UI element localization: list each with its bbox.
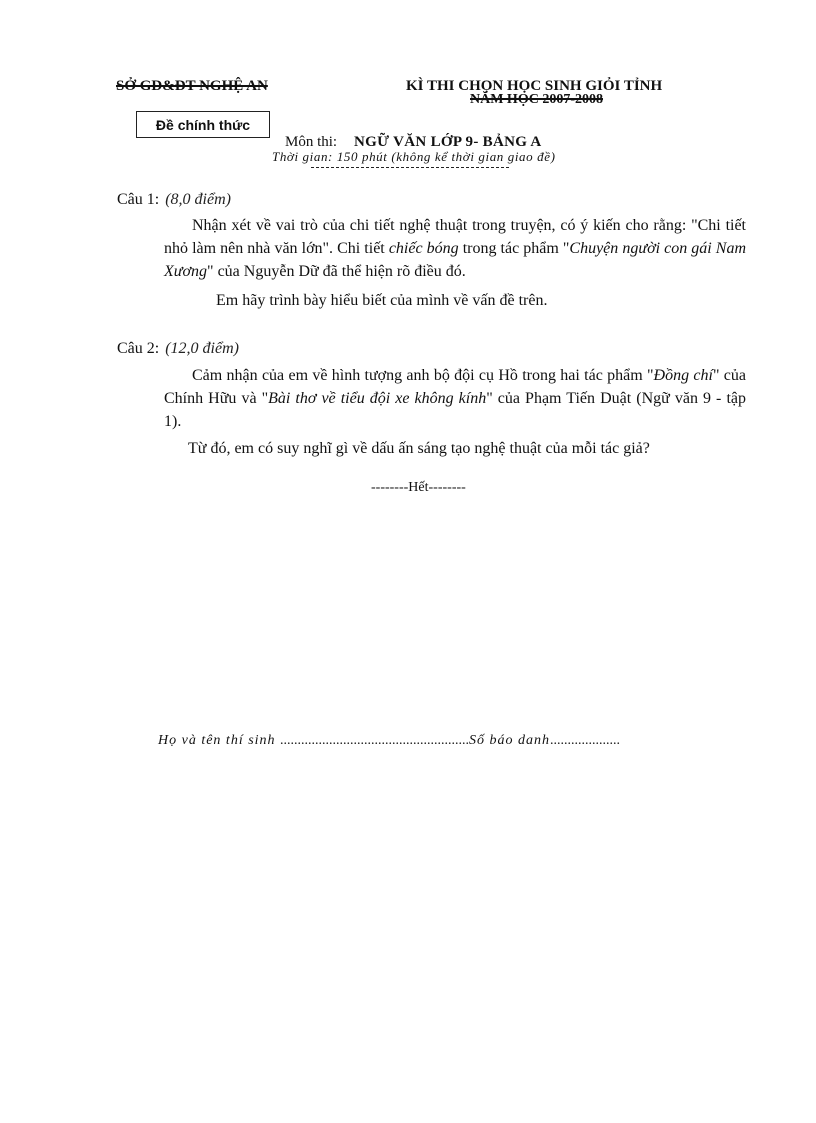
candidate-id-dots: .................... xyxy=(550,733,621,748)
candidate-name-label: Họ và tên thí sinh xyxy=(158,733,276,748)
question-2-text-a: Cảm nhận của em về hình tượng anh bộ đội cụ Hồ trong hai tác phẩm " xyxy=(192,367,654,384)
question-2-points: (12,0 điểm) xyxy=(165,340,239,357)
question-2-text-b: " của Chính Hữu và " xyxy=(164,367,746,407)
question-1-text-c: " của Nguyễn Dữ đã thể hiện rõ điều đó. xyxy=(207,263,466,280)
official-exam-label: Đề chính thức xyxy=(155,116,251,133)
question-1-text-b: trong tác phẩm " xyxy=(458,240,570,257)
question-1-work-title: Chuyện người con gái Nam Xương xyxy=(164,240,747,280)
exam-time: Thời gian: 150 phút (không kể thời gian giao đề) xyxy=(272,149,556,164)
candidate-id-label: Số báo danh xyxy=(469,733,551,748)
subject-label: Môn thi: xyxy=(285,134,338,150)
question-1-heading xyxy=(117,191,231,209)
end-mark: --------Hết-------- xyxy=(371,480,466,495)
question-1-task: Em hãy trình bày hiểu biết của mình về vấn đề trên. xyxy=(216,292,548,309)
question-1-prompt xyxy=(164,214,746,283)
question-1-points: (8,0 điểm) xyxy=(165,191,231,208)
question-1-detail: chiếc bóng xyxy=(388,240,459,257)
school-year: NĂM HỌC 2007-2008 xyxy=(470,92,603,107)
question-2-work-1: Đồng chí xyxy=(653,367,713,384)
question-2-text-c: " của Phạm Tiến Duật (Ngữ văn 9 - tập 1). xyxy=(164,390,746,430)
exam-title: KÌ THI CHỌN HỌC SINH GIỎI TỈNH xyxy=(406,78,663,94)
candidate-name-dots: ...................................................... xyxy=(280,733,470,748)
header-divider xyxy=(311,167,509,168)
question-2-heading xyxy=(117,340,239,358)
question-2-work-2: Bài thơ về tiểu đội xe không kính xyxy=(268,390,487,407)
question-2-task: Từ đó, em có suy nghĩ gì về dấu ấn sáng tạo nghệ thuật của mỗi tác giả? xyxy=(188,440,650,457)
question-2-label: Câu 2: xyxy=(117,340,160,357)
subject-value: NGỮ VĂN LỚP 9- BẢNG A xyxy=(354,134,542,150)
question-2-prompt xyxy=(164,364,746,433)
question-1-text-a: Nhận xét về vai trò của chi tiết nghệ thuật trong truyện, có ý kiến cho rằng: "Chi tiết nhỏ làm nên nhà văn lớn". Chi tiết xyxy=(164,217,746,257)
official-exam-box xyxy=(136,111,270,138)
candidate-info-line xyxy=(158,733,620,749)
organization-name: SỞ GD&ĐT NGHỆ AN xyxy=(116,78,268,94)
question-1-label: Câu 1: xyxy=(117,191,160,208)
